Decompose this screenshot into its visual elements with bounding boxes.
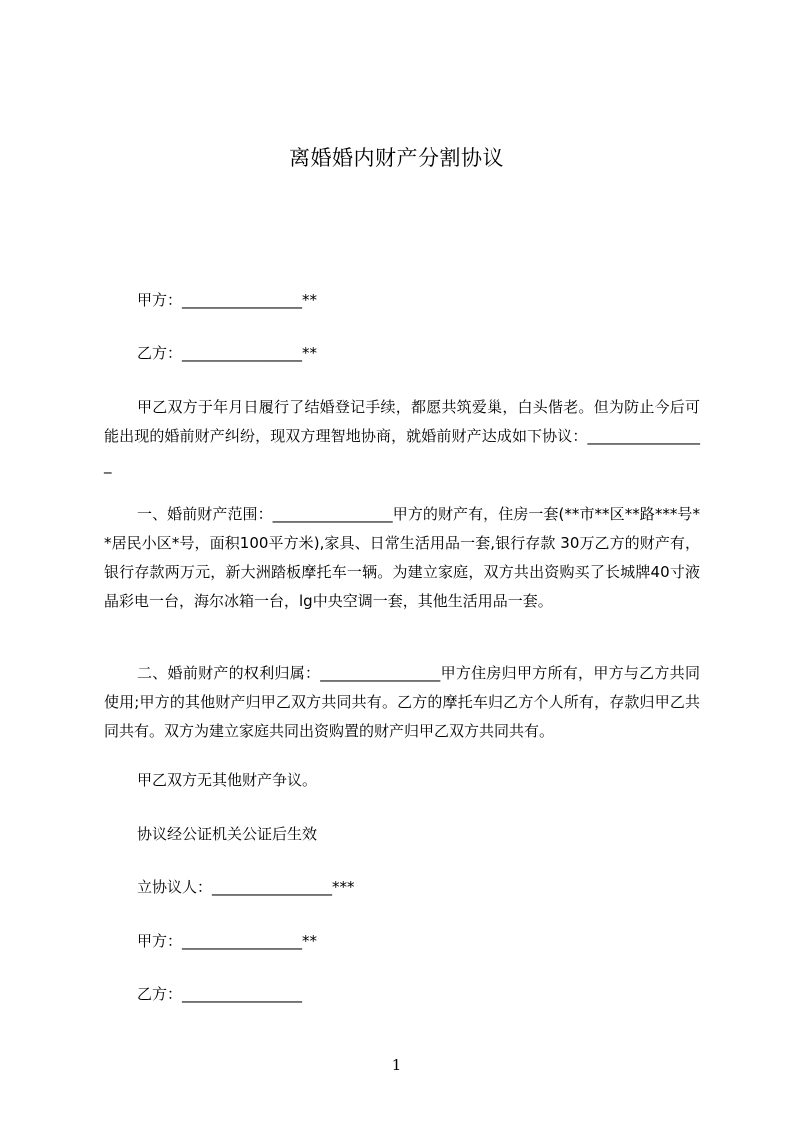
section-1-property-scope: 一、婚前财产范围：________________甲方的财产有，住房一套(**市**区**路***号**居民小区*号，面积100平方米),家具、日常生活用品一套,银行存款 30万乙方的财产有，银行存款两万元，新大洲踏板摩托车一辆。为建立家庭，双方共出资购买了长城牌40寸液晶彩电一台，海尔冰箱一台，lg中央空调一套，其他生活用品一套。 bbox=[104, 505, 700, 610]
page-number: 1 bbox=[391, 1056, 402, 1074]
effective-clause: 协议经公证机关公证后生效 bbox=[137, 825, 318, 843]
party-b-line: 乙方：________________** bbox=[137, 344, 318, 362]
no-dispute-statement: 甲乙双方无其他财产争议。 bbox=[137, 771, 318, 789]
intro-paragraph: 甲乙双方于年月日履行了结婚登记手续，都愿共筑爱巢，白头偕老。但为防止今后可能出现的婚前财产纠纷，现双方理智地协商，就婚前财产达成如下协议：________________ bbox=[104, 398, 700, 474]
party-a-signature-line: 甲方：________________** bbox=[137, 932, 318, 950]
signer-line: 立协议人：________________*** bbox=[137, 878, 355, 896]
section-2-property-ownership: 二、婚前财产的权利归属：________________甲方住房归甲方所有，甲方与乙方共同使用;甲方的其他财产归甲乙双方共同共有。乙方的摩托车归乙方个人所有，存款归甲乙共同共有。双方为建立家庭共同出资购置的财产归甲乙双方共同共有。 bbox=[104, 664, 700, 740]
party-b-signature-line: 乙方：________________ bbox=[137, 985, 303, 1003]
party-a-line: 甲方：________________** bbox=[137, 291, 318, 309]
document-title: 离婚婚内财产分割协议 bbox=[289, 146, 504, 170]
